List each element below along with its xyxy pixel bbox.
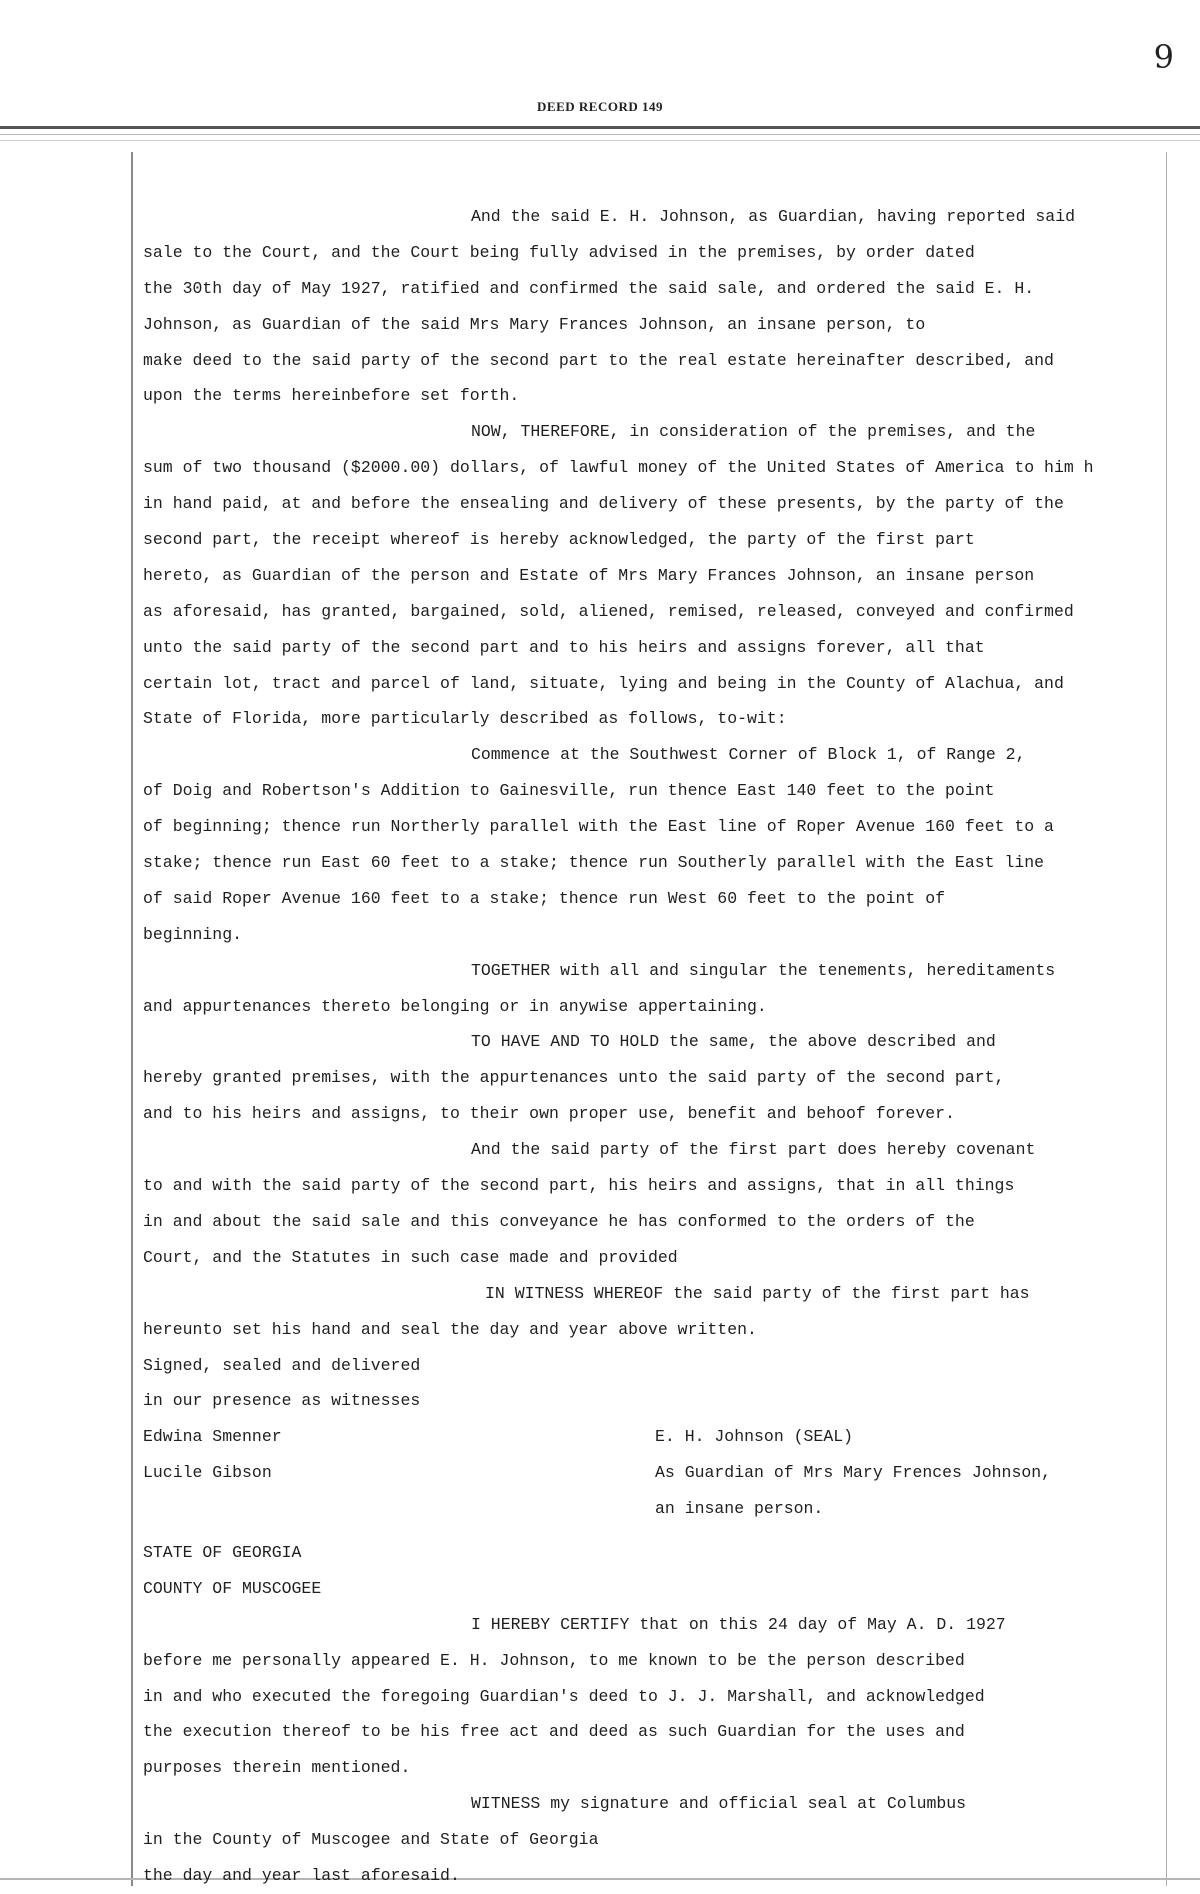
deed-paragraph-line: and to his heirs and assigns, to their own proper use, benefit and behoof forever. <box>143 1104 955 1124</box>
deed-paragraph-line: State of Florida, more particularly described as follows, to-wit: <box>143 709 787 729</box>
deed-paragraph-line: of Doig and Robertson's Addition to Gainesville, run thence East 140 feet to the point <box>143 781 995 801</box>
deed-paragraph-line: hereby granted premises, with the appurtenances unto the said party of the second part, <box>143 1068 1005 1088</box>
certificate-line: before me personally appeared E. H. Johnson, to me known to be the person described <box>143 1650 965 1670</box>
deed-paragraph-line: hereunto set his hand and seal the day and year above written. <box>143 1319 757 1339</box>
venue-line: COUNTY OF MUSCOGEE <box>143 1578 322 1598</box>
deed-paragraph-line: Commence at the Southwest Corner of Block 1, of Range 2, <box>471 745 1026 765</box>
witness-heading-line: Signed, sealed and delivered <box>143 1355 421 1375</box>
deed-paragraph-line: the 30th day of May 1927, ratified and confirmed the said sale, and ordered the said E. H. <box>143 278 1035 298</box>
deed-paragraph-line: NOW, THEREFORE, in consideration of the premises, and the <box>471 422 1036 442</box>
certificate-line: in the County of Muscogee and State of Georgia <box>143 1830 599 1850</box>
deed-paragraph-line: hereto, as Guardian of the person and Estate of Mrs Mary Frances Johnson, an insane person <box>143 565 1035 585</box>
deed-paragraph-line: upon the terms hereinbefore set forth. <box>143 386 520 406</box>
right-margin-line <box>1166 152 1167 1886</box>
deed-paragraph-line: TOGETHER with all and singular the tenements, hereditaments <box>471 960 1056 980</box>
deed-record-header: DEED RECORD 149 <box>537 99 663 114</box>
spacer <box>143 1527 1163 1535</box>
page-number: 9 <box>1153 38 1174 76</box>
deed-paragraph-line: to and with the said party of the second part, his heirs and assigns, that in all things <box>143 1176 1015 1196</box>
witness-name: Edwina Smenner <box>143 1427 282 1447</box>
deed-paragraph-line: And the said E. H. Johnson, as Guardian, having reported said <box>471 207 1075 226</box>
grantor-signature-line: As Guardian of Mrs Mary Frences Johnson, <box>655 1463 1052 1483</box>
header-rule <box>0 126 1200 129</box>
deed-paragraph-line: And the said party of the first part does hereby covenant <box>471 1140 1036 1160</box>
deed-paragraph-line: in and about the said sale and this conveyance he has conformed to the orders of the <box>143 1211 975 1231</box>
certificate-line: in and who executed the foregoing Guardian's deed to J. J. Marshall, and acknowledged <box>143 1686 985 1706</box>
signature-row <box>143 1491 1163 1527</box>
certificate-line: purposes therein mentioned. <box>143 1758 411 1778</box>
deed-paragraph-line: as aforesaid, has granted, bargained, sold, aliened, remised, released, conveyed and confirmed <box>143 601 1074 621</box>
grantor-signature-line: an insane person. <box>655 1499 824 1519</box>
signature-row <box>143 1455 1163 1491</box>
deed-paragraph-line: in hand paid, at and before the ensealing and delivery of these presents, by the party of the <box>143 494 1064 514</box>
deed-paragraph-line: certain lot, tract and parcel of land, situate, lying and being in the County of Alachua, and <box>143 673 1064 693</box>
deed-paragraph-line: sale to the Court, and the Court being fully advised in the premises, by order dated <box>143 242 975 262</box>
deed-paragraph-line: Court, and the Statutes in such case made and provided <box>143 1247 678 1267</box>
witness-heading-line: in our presence as witnesses <box>143 1391 421 1411</box>
deed-paragraph-line: beginning. <box>143 924 243 944</box>
left-margin-line <box>131 152 133 1886</box>
certificate-line: I HEREBY CERTIFY that on this 24 day of May A. D. 1927 <box>471 1614 1006 1634</box>
deed-paragraph-line: TO HAVE AND TO HOLD the same, the above described and <box>471 1032 996 1052</box>
deed-text-body <box>143 199 1163 1894</box>
certificate-line: the day and year last aforesaid. <box>143 1865 460 1885</box>
certificate-line: the execution thereof to be his free act and deed as such Guardian for the uses and <box>143 1722 965 1742</box>
deed-paragraph-line: stake; thence run East 60 feet to a stake; thence run Southerly parallel with the East line <box>143 853 1045 873</box>
deed-paragraph-line: second part, the receipt whereof is hereby acknowledged, the party of the first part <box>143 530 975 550</box>
deed-paragraph-line: Johnson, as Guardian of the said Mrs Mary Frances Johnson, an insane person, to <box>143 314 926 334</box>
signature-row <box>143 1419 1163 1455</box>
grantor-signature-line: E. H. Johnson (SEAL) <box>655 1427 854 1447</box>
deed-paragraph-line: sum of two thousand ($2000.00) dollars, of lawful money of the United States of America to him h <box>143 458 1094 478</box>
witness-name: Lucile Gibson <box>143 1463 272 1483</box>
header-rule-faint <box>0 140 1200 141</box>
deed-paragraph-line: of beginning; thence run Northerly parallel with the East line of Roper Avenue 160 feet to a <box>143 817 1054 837</box>
deed-paragraph-line: IN WITNESS WHEREOF the said party of the first part has <box>485 1283 1030 1303</box>
venue-line: STATE OF GEORGIA <box>143 1542 302 1562</box>
deed-paragraph-line: and appurtenances thereto belonging or in anywise appertaining. <box>143 996 767 1016</box>
certificate-line: WITNESS my signature and official seal at Columbus <box>471 1794 967 1814</box>
deed-paragraph-line: of said Roper Avenue 160 feet to a stake; thence run West 60 feet to the point of <box>143 888 946 908</box>
header-rule-thin <box>0 134 1200 135</box>
deed-paragraph-line: make deed to the said party of the second part to the real estate hereinafter described, and <box>143 350 1054 370</box>
deed-paragraph-line: unto the said party of the second part and to his heirs and assigns forever, all that <box>143 637 985 657</box>
